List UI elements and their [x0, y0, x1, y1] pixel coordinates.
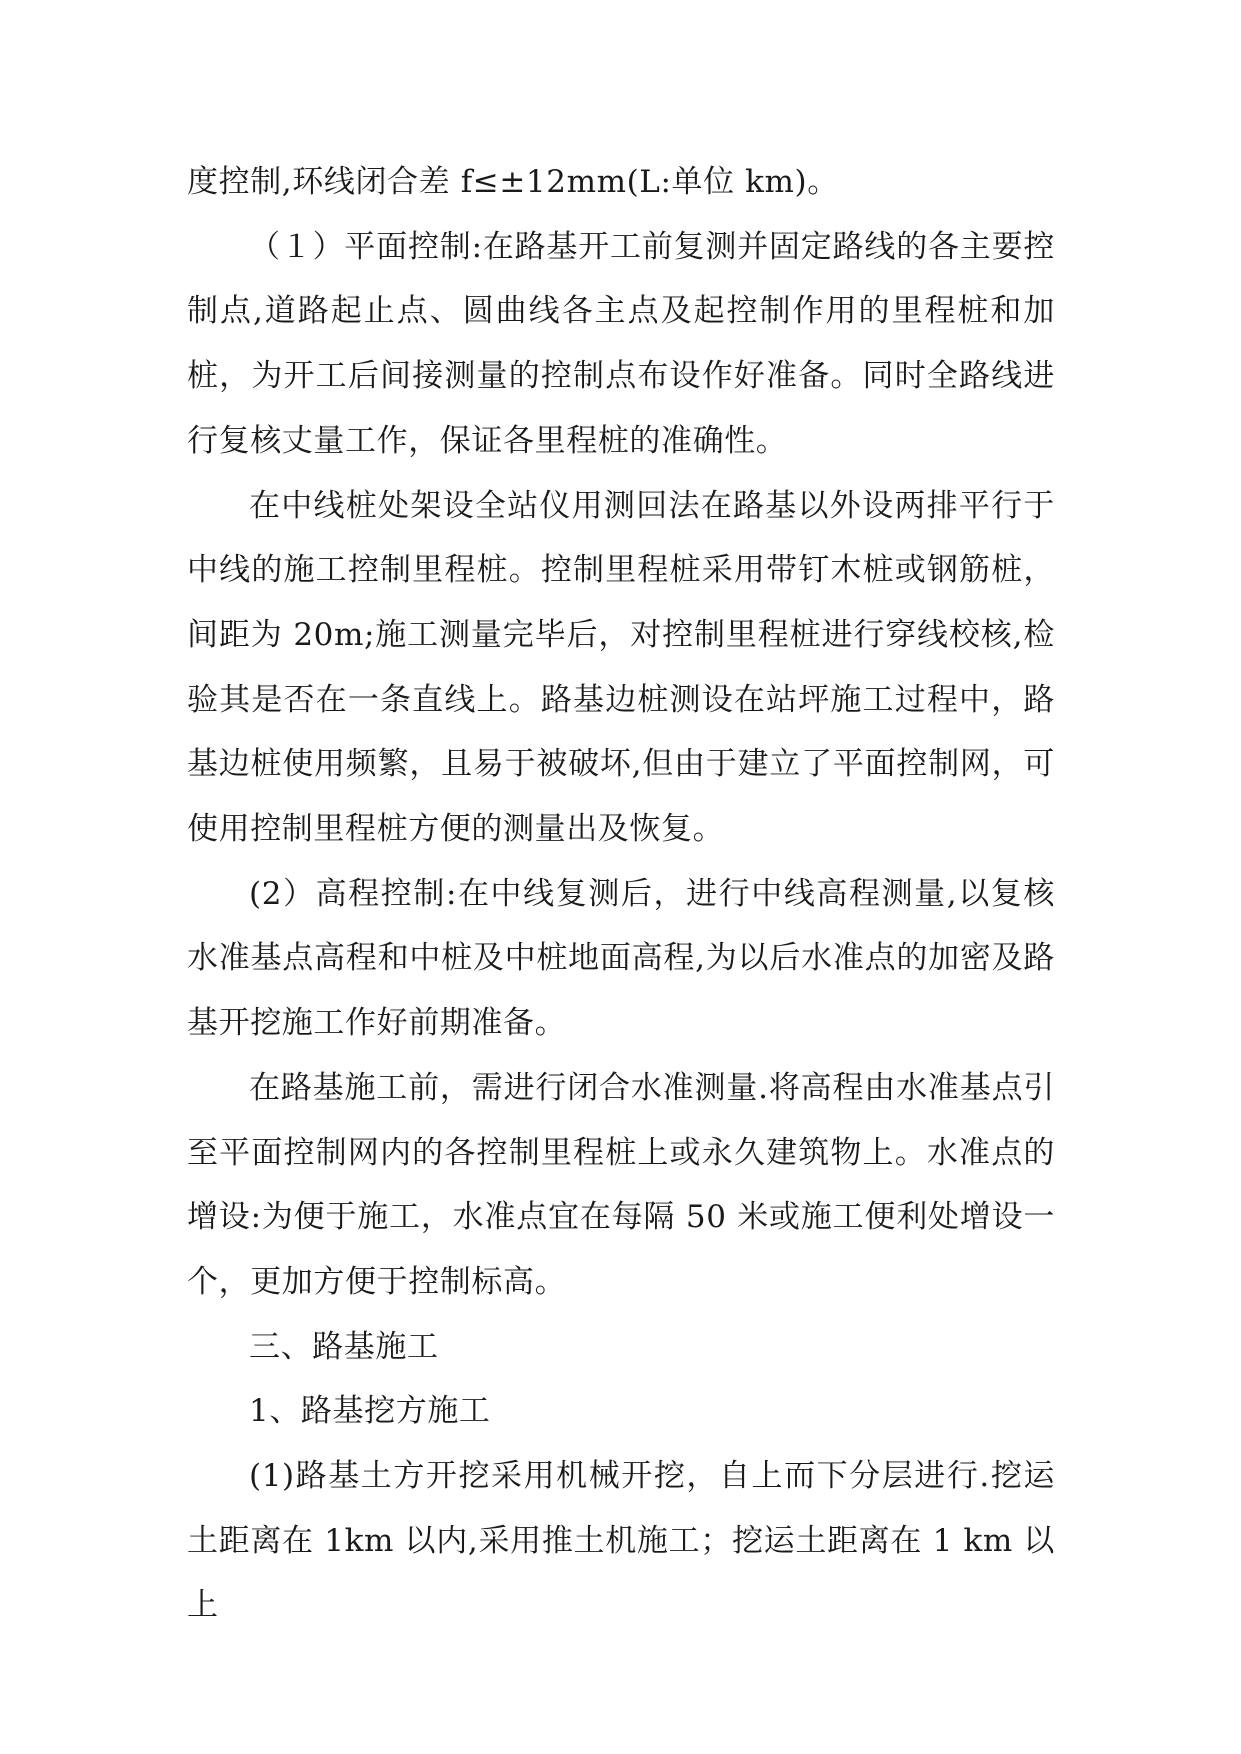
document-body: [187, 150, 1055, 1638]
paragraph-plane-control: （１）平面控制:在路基开工前复测并固定路线的各主要控制点,道路起止点、圆曲线各主点及起控制作用的里程桩和加桩，为开工后间接测量的控制点布设作好准备。同时全路线进行复核丈量工作，保证各里程桩的准确性。: [187, 228, 1055, 459]
paragraph-excavation-method: (1)路基土方开挖采用机械开挖，自上而下分层进行.挖运土距离在 1km 以内,采用推土机施工；挖运土距离在 1 km 以上: [187, 1458, 1055, 1624]
paragraph-center-line-stakes: 在中线桩处架设全站仪用测回法在路基以外设两排平行于中线的施工控制里程桩。控制里程桩采用带钉木桩或钢筋桩，间距为 20m;施工测量完毕后，对控制里程桩进行穿线校核,检验其是否在一条直线上。路基边桩测设在站坪施工过程中，路基边桩使用频繁，且易于被破坏,但由于建立了平面控制网，可使用控制里程桩方便的测量出及恢复。: [187, 487, 1055, 848]
section-heading-roadbed-construction: 三、路基施工: [249, 1328, 439, 1365]
paragraph-continuation: 度控制,环线闭合差 f≤±12mm(L:单位 km)。: [187, 164, 839, 200]
paragraph-leveling-survey: 在路基施工前，需进行闭合水准测量.将高程由水准基点引至平面控制网内的各控制里程桩上或永久建筑物上。水准点的增设:为便于施工，水准点宜在每隔 50 米或施工便利处增设一个，更加方便于控制标高。: [187, 1069, 1055, 1300]
subsection-heading-excavation: 1、路基挖方施工: [249, 1393, 491, 1430]
paragraph-elevation-control: (2）高程控制:在中线复测后，进行中线高程测量,以复核水准基点高程和中桩及中桩地面高程,为以后水准点的加密及路基开挖施工作好前期准备。: [187, 875, 1055, 1042]
